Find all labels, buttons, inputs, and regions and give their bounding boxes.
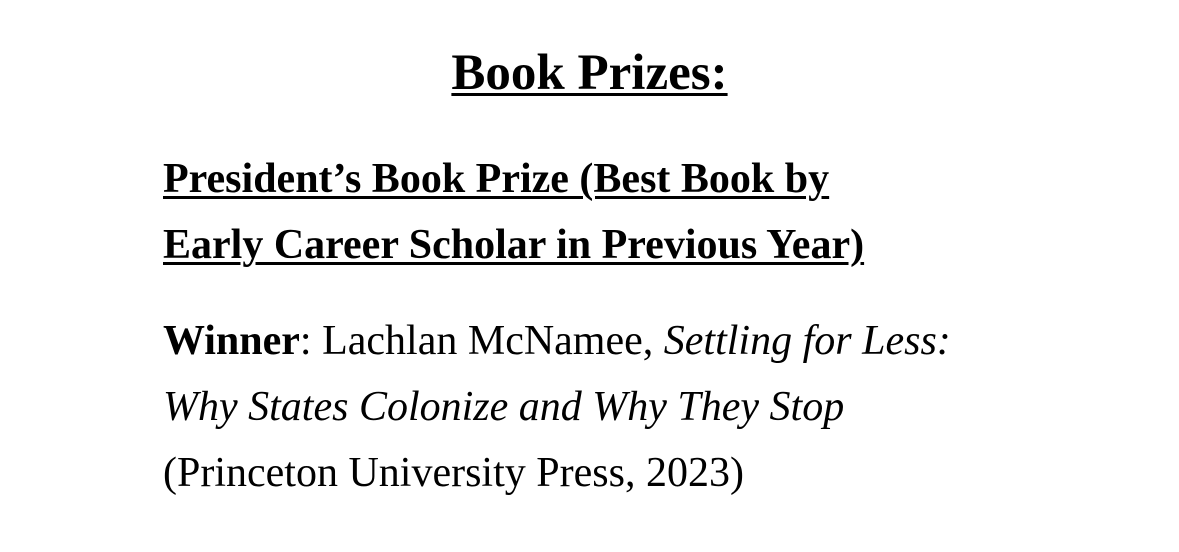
prize-title-line-1: President’s Book Prize (Best Book by: [163, 156, 830, 202]
winner-label: Winner: [163, 318, 300, 364]
page-title: Book Prizes:: [451, 45, 728, 101]
prize-title: [163, 146, 1023, 278]
winner-separator: :: [299, 318, 323, 364]
winner-book-title: Settling for Less: Why States Colonize and Why They Stop: [163, 318, 951, 430]
winner-publication: (Princeton University Press, 2023): [163, 450, 744, 496]
winner-entry: [163, 308, 993, 506]
prize-title-line-2: Early Career Scholar in Previous Year): [163, 222, 865, 268]
winner-author: Lachlan McNamee,: [322, 318, 664, 364]
